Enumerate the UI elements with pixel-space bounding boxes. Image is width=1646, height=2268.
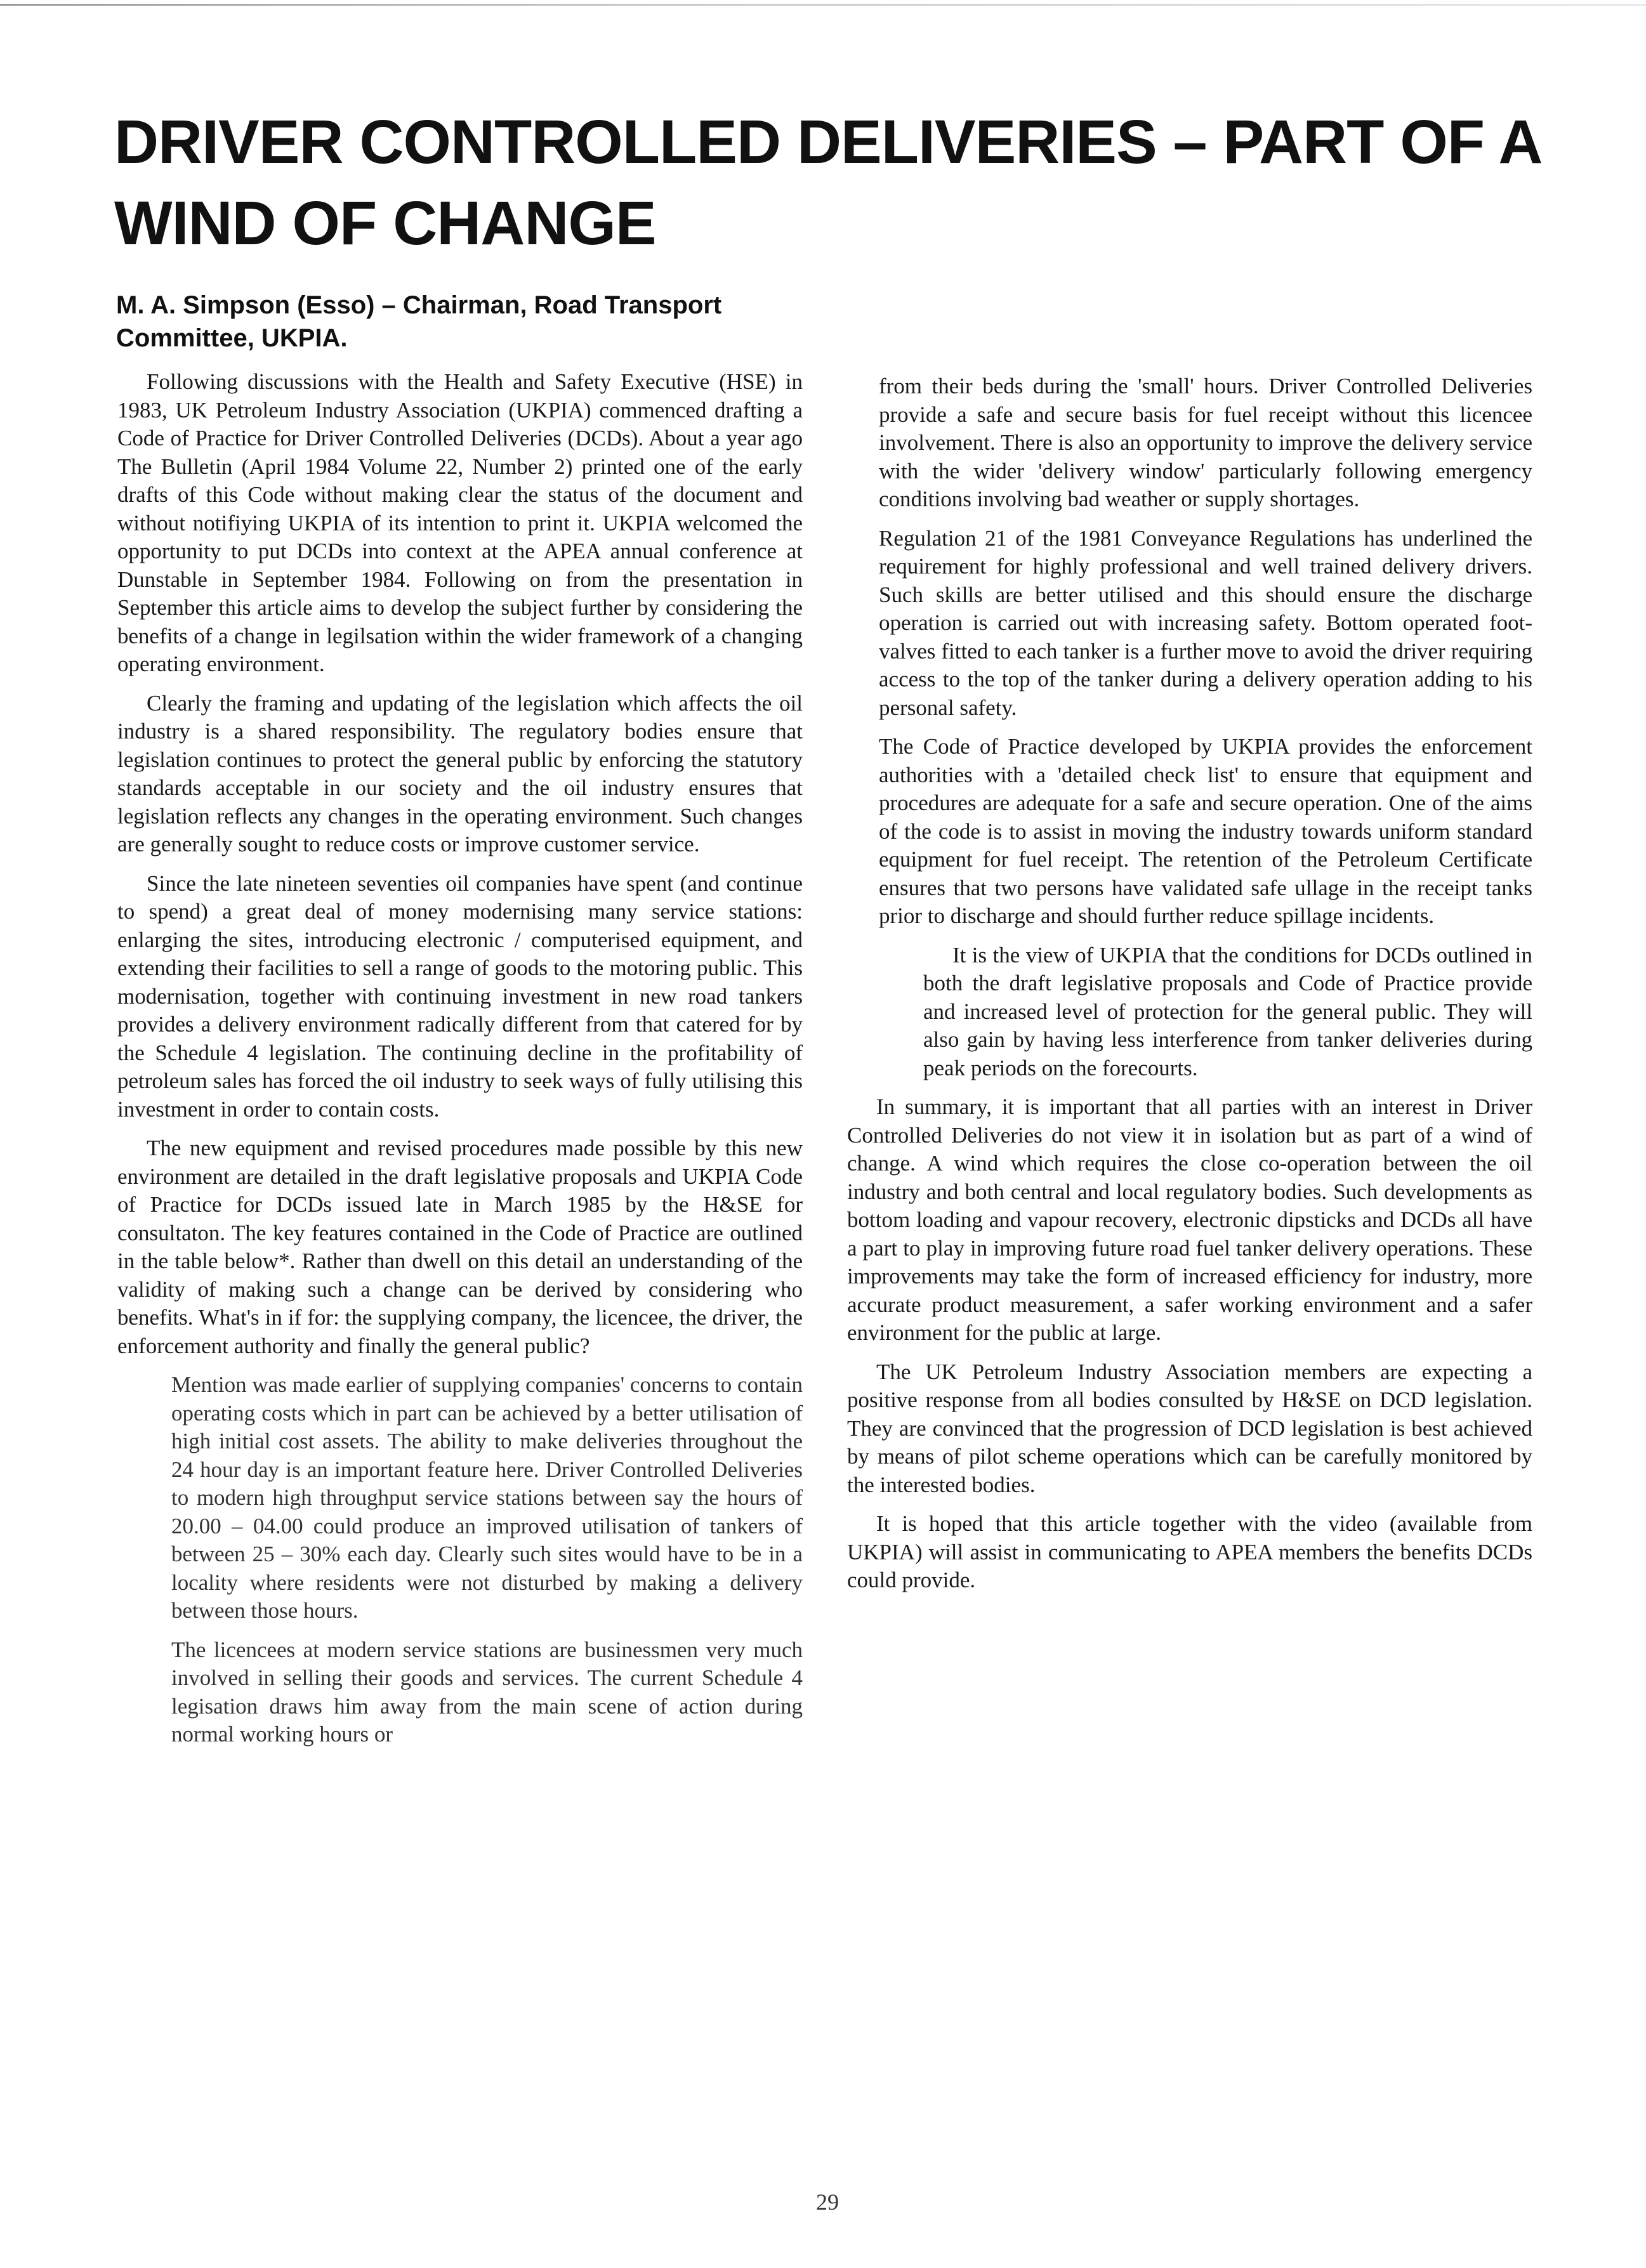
paragraph: Mention was made earlier of supplying companies' concerns to contain operating costs which in part can be achieved by a better utilisation of high initial cost assets. The ability to make deliveries throughout the 24 hour day is an important feature here. Driver Controlled Deliveries to modern high throughput service stations between say the hours of 20.00 – 04.00 could produce an improved utilisation of tankers of between 25 – 30% each day. Clearly such sites would have to be in a locality where residents were not disturbed by making a delivery between those hours. [171,1372,803,1623]
top-rule [0,4,1646,6]
paragraph: In summary, it is important that all parties with an interest in Driver Controlled Deliveries do not view it in isolation but as part of a wind of change. A wind which requires the close co-operation between the oil industry and both central and local regulatory bodies. Such developments as bottom loading and vapour recovery, electronic dipsticks and DCDs all have a part to play in improving future road fuel tanker delivery operations. These improvements may take the form of increased efficiency for industry, more accurate product measurement, a safer working environment and a safer environment for the public at large. [847,1094,1532,1345]
page-number: 29 [816,2189,839,2215]
paragraph: from their beds during the 'small' hours. Driver Controlled Deliveries provide a safe and secure basis for fuel receipt without this licencee involvement. There is also an opportunity to improve the delivery service with the wider 'delivery window' particularly following emergency conditions involving bad weather or supply shortages. [879,374,1532,511]
paragraph: It is hoped that this article together with the video (available from UKPIA) will assist in communicating to APEA members the benefits DCDs could provide. [847,1511,1532,1592]
paragraph: Regulation 21 of the 1981 Conveyance Regulations has underlined the requirement for highly professional and well trained delivery drivers. Such skills are better utilised and this should ensure the discharge operation is carried out with increasing safety. Bottom operated foot-valves fitted to each tanker is a further move to avoid the driver requiring access to the top of the tanker during a delivery operation adding to his personal safety. [879,525,1532,720]
right-column [847,372,1532,1606]
paragraph: The UK Petroleum Industry Association members are expecting a positive response from all bodies consulted by H&SE on DCD legislation. They are convinced that the progression of DCD legislation is best achieved by means of pilot scheme operations which can be carefully monitored by the interested bodies. [847,1359,1532,1497]
paragraph: It is the view of UKPIA that the conditions for DCDs outlined in both the draft legislative proposals and Code of Practice provide and increased level of protection for the general public. They will also gain by having less interference from tanker deliveries during peak periods on the forecourts. [923,942,1532,1080]
article-title: DRIVER CONTROLLED DELIVERIES – PART OF A WIND OF CHANGE [114,107,1540,258]
paragraph: Clearly the framing and updating of the legislation which affects the oil industry is a shared responsibility. The regulatory bodies ensure that legislation continues to protect the general public by enforcing the statutory standards acceptable in our society and the oil industry ensures that legislation reflects any changes in the operating environment. Such changes are generally sought to reduce costs or improve customer service. [117,690,803,856]
paragraph: Following discussions with the Health and Safety Executive (HSE) in 1983, UK Petroleum Industry Association (UKPIA) commenced drafting a Code of Practice for Driver Controlled Deliveries (DCDs). About a year ago The Bulletin (April 1984 Volume 22, Number 2) printed one of the early drafts of this Code without making clear the status of the document and without notifiying UKPIA of its intention to print it. UKPIA welcomed the opportunity to put DCDs into context at the APEA annual conference at Dunstable in September 1984. Following on from the presentation in September this article aims to develop the subject further by considering the benefits of a change in legilsation within the wider framework of a changing operating environment. [117,369,803,676]
paragraph: The Code of Practice developed by UKPIA provides the enforcement authorities with a 'detailed check list' to ensure that equipment and procedures are adequate for a safe and secure operation. One of the aims of the code is to assist in moving the industry towards uniform standard equipment for fuel receipt. The retention of the Petroleum Certificate ensures that two persons have validated safe ullage in the receipt tanks prior to discharge and should further reduce spillage incidents. [879,734,1532,928]
paragraph: The licencees at modern service stations are businessmen very much involved in selling their goods and services. The current Schedule 4 legisation draws him away from the main scene of action during normal working hours or [171,1637,803,1747]
paragraph: Since the late nineteen seventies oil companies have spent (and continue to spend) a great deal of money modernising many service stations: enlarging the sites, introducing electronic / computerised equipment, and extending their facilities to sell a range of goods to the motoring public. This modernisation, together with continuing investment in new road tankers provides a delivery environment radically different from that catered for by the Schedule 4 legislation. The continuing decline in the profitability of petroleum sales has forced the oil industry to seek ways of fully utilising this investment in order to contain costs. [117,870,803,1122]
paragraph: The new equipment and revised procedures made possible by this new environment are detailed in the draft legislative proposals and UKPIA Code of Practice for DCDs issued late in March 1985 by the H&SE for consultaton. The key features contained in the Code of Practice are outlined in the table below*. Rather than dwell on this detail an understanding of the validity of making such a change can be derived by considering who benefits. What's in if for: the supplying company, the licencee, the driver, the enforcement authority and finally the general public? [117,1136,803,1358]
author-byline: M. A. Simpson (Esso) – Chairman, Road Transport Committee, UKPIA. [116,291,722,352]
left-column [117,368,803,1760]
